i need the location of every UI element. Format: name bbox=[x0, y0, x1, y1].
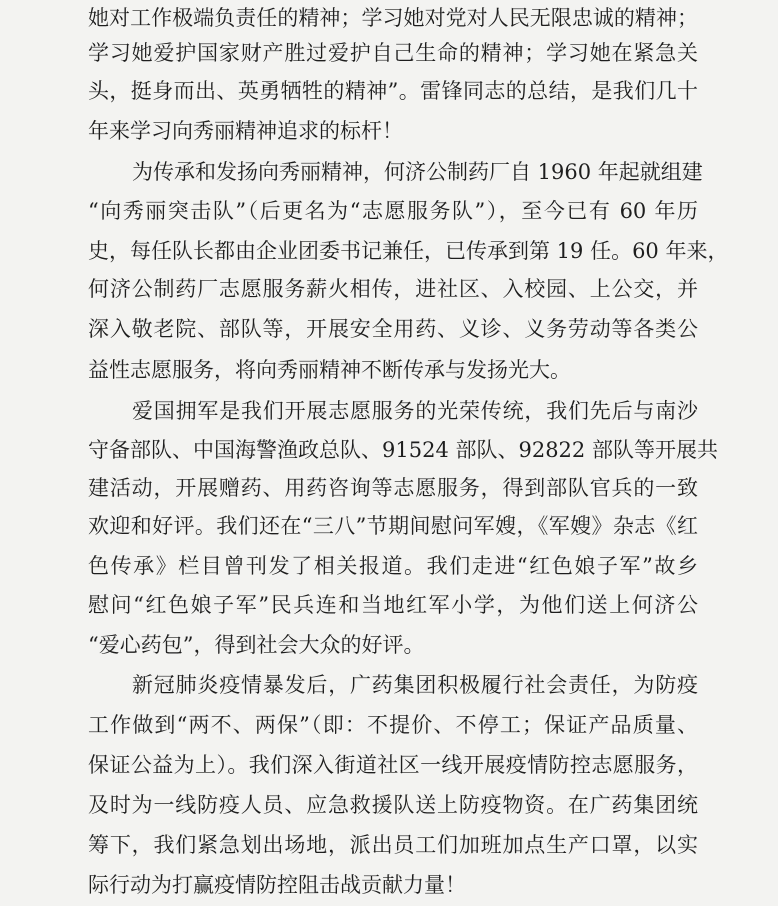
text-line: 为传承和发扬向秀丽精神，何济公制药厂自 1960 年起就组建 bbox=[132, 160, 703, 184]
text-line: 守备部队、中国海警渔政总队、91524 部队、92822 部队等开展共 bbox=[88, 438, 718, 462]
text-line: 益性志愿服务，将向秀丽精神不断传承与发扬光大。 bbox=[88, 358, 571, 382]
text-line: 爱国拥军是我们开展志愿服务的光荣传统，我们先后与南沙 bbox=[132, 399, 698, 423]
text-line: 欢迎和好评。我们还在“三八”节期间慰问军嫂，《军嫂》杂志《红 bbox=[88, 514, 698, 538]
text-line: 她对工作极端负责任的精神；学习她对党对人民无限忠诚的精神； bbox=[88, 6, 698, 30]
text-line: 筹下，我们紧急划出场地，派出员工们加班加点生产口罩，以实 bbox=[88, 833, 698, 857]
text-line: 色传承》栏目曾刊发了相关报道。我们走进“红色娘子军”故乡 bbox=[88, 554, 698, 578]
text-line: 新冠肺炎疫情暴发后，广药集团积极履行社会责任，为防疫 bbox=[132, 673, 698, 697]
text-line: 建活动，开展赠药、用药咨询等志愿服务，得到部队官兵的一致 bbox=[88, 476, 698, 500]
text-line: 学习她爱护国家财产胜过爱护自己生命的精神；学习她在紧急关 bbox=[88, 41, 698, 65]
text-line: 工作做到“两不、两保”（即：不提价、不停工；保证产品质量、 bbox=[88, 713, 698, 737]
text-line: 际行动为打赢疫情防控阻击战贡献力量！ bbox=[88, 873, 466, 897]
text-line: 深入敬老院、部队等，开展安全用药、义诊、义务劳动等各类公 bbox=[88, 317, 698, 341]
text-line: “爱心药包”，得到社会大众的好评。 bbox=[88, 633, 425, 657]
text-line: 年来学习向秀丽精神追求的标杆！ bbox=[88, 119, 403, 143]
text-line: 慰问“红色娘子军”民兵连和当地红军小学，为他们送上何济公 bbox=[88, 593, 698, 617]
text-line: 保证公益为上）。我们深入街道社区一线开展疫情防控志愿服务， bbox=[88, 753, 698, 777]
text-line: 何济公制药厂志愿服务薪火相传，进社区、入校园、上公交，并 bbox=[88, 277, 698, 301]
text-line: 头，挺身而出、英勇牺牲的精神”。雷锋同志的总结，是我们几十 bbox=[88, 79, 698, 103]
text-line: “向秀丽突击队”（后更名为“志愿服务队”），至今已有 60 年历 bbox=[88, 199, 698, 223]
text-line: 史，每任队长都由企业团委书记兼任，已传承到第 19 任。60 年来， bbox=[88, 239, 729, 263]
text-line: 及时为一线防疫人员、应急救援队送上防疫物资。在广药集团统 bbox=[88, 793, 698, 817]
